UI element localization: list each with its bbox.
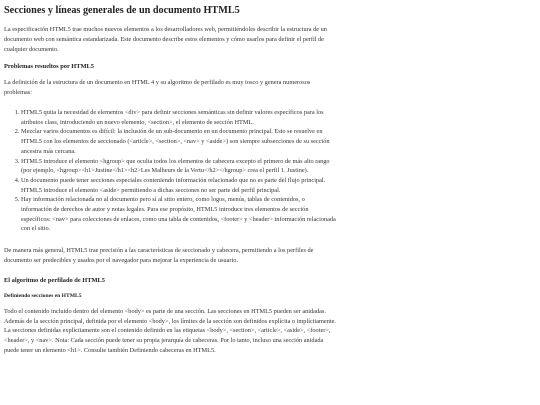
list-item: 3. HTML5 introduce el elemento <hgroup> que oculta todos los elementos de cabecera excepto el primero de más alto rango (por ejemplo, <hgroup><h1>Justine</h1><h2>Les Malheurs de la Vertu</h2></hgroup> crea el perfil 1. Justine). xyxy=(21,157,336,176)
list-item: 1. HTML5 quita la necesidad de elementos <div> para definir secciones semánticas sin definir valores específicos para los atributos class, introduciendo un nuevo elemento, <section>, el elemento de sección HTML. xyxy=(21,108,336,127)
list-item: 2. Mezclar varios documentos es difícil: la inclusión de un sub-documento en un documento principal. Esto se resuelve en HTML5 con los elementos de seccionado (<article>, <section>, <nav> y <aside>) son siempre subsecciones de su sección ancestra más cercana. xyxy=(21,127,336,156)
document-page xyxy=(4,4,336,356)
problems-list xyxy=(4,108,336,234)
list-item: 5. Hay información relacionada no al documento pero sí al sitio entero, como logos, menús, tablas de contenidos, o información de derechos de autor y notas legales. Para ese propósito, HTML5 introduce tres elementos de sección específicos: <nav> para colecciones de enlaces, como una tabla de contenidos, <footer> y <header> información relacionada con el sitio. xyxy=(21,195,336,234)
algorithm-heading: El algoritmo de perfilado de HTML5 xyxy=(4,276,106,284)
summary-paragraph: De manera más general, HTML5 trae precisión a las características de seccionado y cabecera, permitiendo a los perfiles de documento ser predecibles y usados por el navegador para mejorar la experiencia de usuario. xyxy=(4,247,314,264)
problems-heading: Problemas resueltos por HTML5 xyxy=(4,63,94,71)
sections-paragraph: Todo el contenido incluido dentro del elemento <body> es parte de una sección. Las secciones en HTML5 pueden ser anidadas. Además de la sección principal, definida por el elemento <body>, los límites de la sección son definidos explícita o implícitamente. La secciones definidas explícitamente son el contenido definido en las etiquetas <body>, <section>, <article>, <aside>, <footer>, <header>, y <nav>. Nota: Cada sección puede tener su propia jerarquía de cabeceras. Por lo tanto, incluso una sección anidada puede tener un elemento <h1>. Consulte también Definiendo cabeceras en HTML5. xyxy=(4,307,336,354)
list-item: 4. Un documento puede tener secciones especiales conteniendo información relacionado que no es parte del flujo principal. HTML5 introduce el elemento <aside> permitiendo a dichas secciones no ser parte del perfil principal. xyxy=(21,176,336,195)
definition-paragraph: La definición de la estructura de un documento en HTML 4 y su algoritmo de perfilado es muy tosco y genera numerosos problemas: xyxy=(4,79,311,97)
sections-heading: Definiendo secciones en HTML5 xyxy=(4,292,82,299)
intro-paragraph: La especificación HTML5 trae muchos nuevos elementos a los desarrolladores web, permitiéndoles describir la estructura de un documento web con semántica estandarizada. Este documento describe estos elementos y cómo usarlos para definir el perfil de cualquier documento. xyxy=(4,26,327,53)
page-title: Secciones y líneas generales de un documento HTML5 xyxy=(4,5,240,16)
